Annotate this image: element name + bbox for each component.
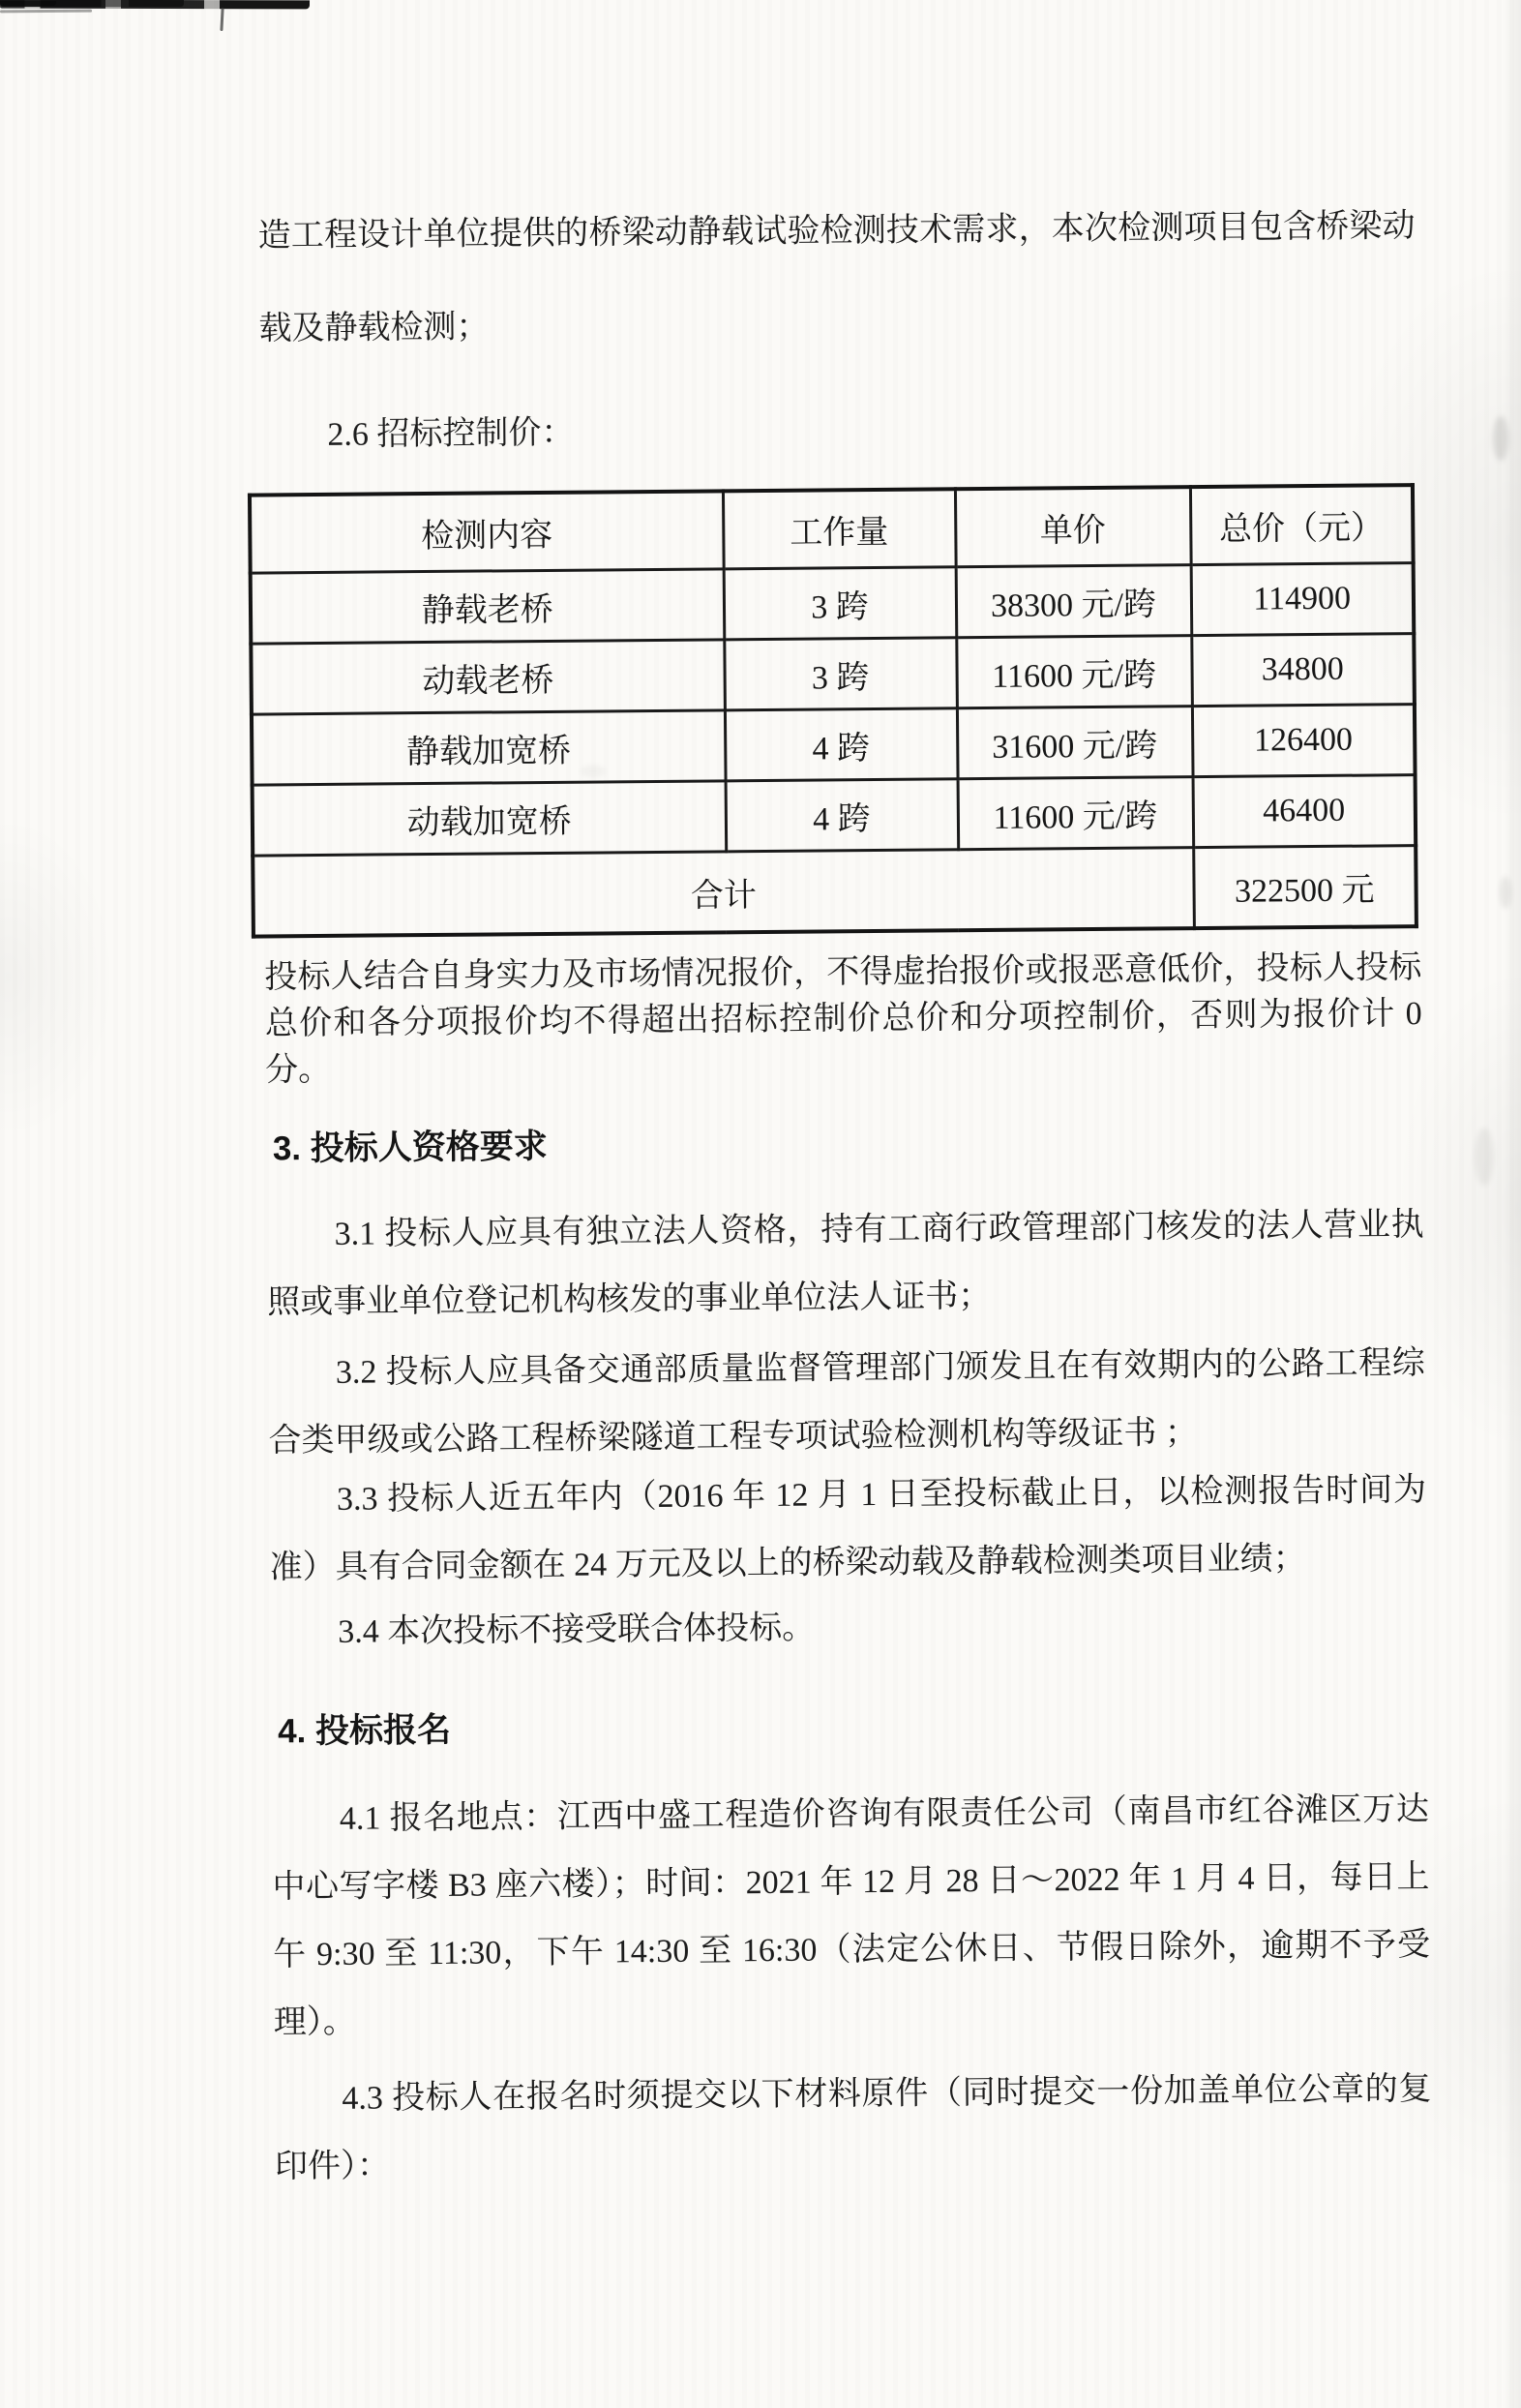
text-line: 载及静载检测；: [258, 309, 490, 347]
text-line: 3.1 投标人应具有独立法人资格，持有工商行政管理部门核发的法人营业执: [334, 1207, 1424, 1252]
cell-total: 126400: [1192, 705, 1416, 777]
clause-3-3: [269, 1457, 1427, 1602]
bid-control-price-table: [248, 483, 1418, 939]
text-line: 合类甲级或公路工程桥梁隧道工程专项试验检测机构等级证书 ；: [268, 1415, 1199, 1460]
clause-4-3: [274, 2056, 1432, 2201]
clause-3-4: [270, 1589, 1428, 1667]
cell-total: 114900: [1191, 563, 1415, 636]
cell-total-label: 合计: [253, 848, 1194, 937]
col-header-unit-price: 单价: [955, 487, 1191, 567]
cell-content: 静载加宽桥: [252, 710, 726, 785]
cell-content: 动载加宽桥: [253, 781, 727, 856]
text-line: 3.4 本次投标不接受联合体投标。: [338, 1610, 816, 1650]
cell-unit-price: 11600 元/跨: [956, 636, 1192, 708]
text-line: 4.3 投标人在报名时须提交以下材料原件（同时提交一份加盖单位公章的复: [342, 2071, 1432, 2117]
text-line: 理）。: [273, 2003, 356, 2041]
clause-3-2: [268, 1330, 1426, 1475]
clause-3-1: [266, 1191, 1424, 1337]
table-row: [252, 705, 1416, 785]
table-row: [251, 634, 1415, 714]
cell-unit-price: 11600 元/跨: [958, 777, 1194, 850]
text-line: 分。: [264, 1051, 332, 1089]
cell-content: 静载老桥: [251, 569, 725, 644]
paragraph-intro: [257, 180, 1417, 376]
paragraph-pricing-rule: [264, 945, 1422, 1094]
cell-unit-price: 31600 元/跨: [957, 707, 1193, 779]
col-header-inspection-content: 检测内容: [250, 491, 724, 573]
cell-total-value: 322500 元: [1193, 846, 1417, 929]
table-row: [251, 563, 1415, 644]
text-line: 4.1 报名地点：江西中盛工程造价咨询有限责任公司（南昌市红谷滩区万达: [339, 1791, 1430, 1837]
text-line: 2.6 招标控制价：: [327, 414, 575, 453]
text-line: 总价和各分项报价均不得超出招标控制价总价和分项控制价，否则为报价计 0: [264, 996, 1422, 1042]
text-line: 3.3 投标人近五年内（2016 年 12 月 1 日至投标截止日，以检测报告时间为: [336, 1472, 1427, 1518]
cell-unit-price: 38300 元/跨: [956, 565, 1192, 638]
cell-workload: 4 跨: [726, 779, 959, 852]
clause-4-1: [272, 1776, 1431, 2057]
col-header-total-price: 总价（元）: [1190, 485, 1414, 565]
table-header-row: [250, 485, 1414, 573]
cell-total: 34800: [1191, 634, 1415, 707]
text-line: 3.2 投标人应具备交通部质量监督管理部门颁发且在有效期内的公路工程综: [335, 1345, 1426, 1391]
cell-workload: 4 跨: [725, 708, 958, 781]
text-line: 印件）：: [274, 2148, 391, 2185]
table-row: [253, 775, 1417, 856]
text-line: 午 9:30 至 11:30，下午 14:30 至 16:30（法定公休日、节假日除外，逾期不予受: [272, 1927, 1431, 1973]
text-line: 中心写字楼 B3 座六楼）；时间：2021 年 12 月 28 日～2022 年 1 月 4 日，每日上: [272, 1859, 1430, 1906]
col-header-workload: 工作量: [723, 489, 956, 569]
heading-bid-registration: 4. 投标报名: [277, 1710, 452, 1751]
text-line: 造工程设计单位提供的桥梁动静载试验检测技术需求，本次检测项目包含桥梁动: [257, 208, 1416, 255]
scan-smudge-top: [0, 1, 56, 6]
cell-workload: 3 跨: [724, 638, 957, 710]
text-line: 投标人结合自身实力及市场情况报价，不得虚抬报价或报恶意低价，投标人投标: [264, 949, 1422, 996]
cell-content: 动载老桥: [251, 640, 725, 714]
section-2-6-label: [259, 406, 1417, 456]
cell-total: 46400: [1193, 775, 1417, 848]
text-line: 准）具有合同金额在 24 万元及以上的桥梁动载及静载检测类项目业绩；: [269, 1541, 1306, 1586]
table-total-row: [253, 846, 1417, 937]
heading-bidder-qualifications: 3. 投标人资格要求: [272, 1127, 548, 1168]
text-line: 照或事业单位登记机构核发的事业单位法人证书；: [267, 1278, 992, 1321]
cell-workload: 3 跨: [724, 567, 957, 640]
